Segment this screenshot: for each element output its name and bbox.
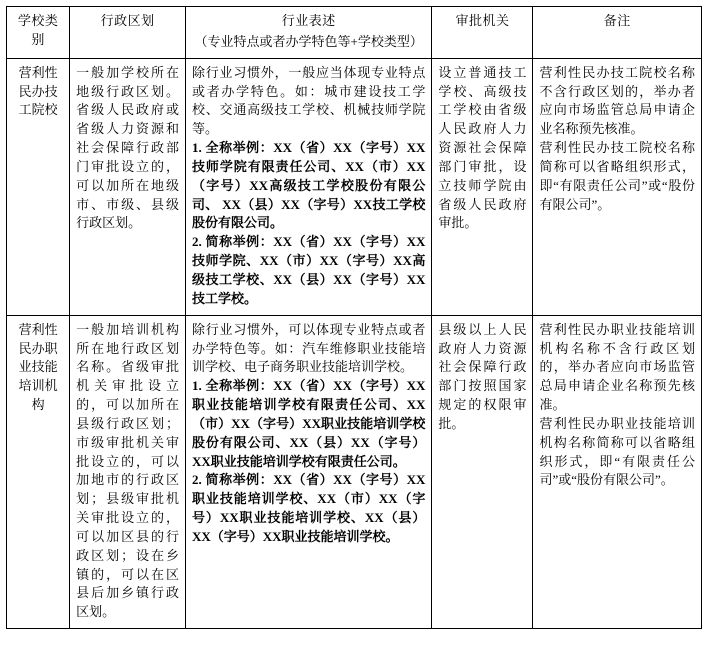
naming-rules-table <box>6 6 702 629</box>
cell-approval-paragraph: 县级以上人民政府人力资源社会保障行政部门按照国家规定的权限审批。 <box>438 321 527 431</box>
cell-remark-paragraph-2: 营利性民办职业技能培训机构名称简称可以省略组织形式，即“有限责任公司”或“股份有限公司”。 <box>539 415 695 488</box>
cell-remark-paragraph-1: 营利性民办技工院校名称不含行政区划的，举办者应向市场监管总局申请企业名称预先核准。 <box>539 64 695 137</box>
cell-region-paragraph: 一般加培训机构所在地行政区划名称。省级审批机关审批设立的，可以加所在县级行政区划；市级审批机关审批设立的，可以加地市的行政区划；县级审批机关审批设立的，可以加区县的行政区划；设在乡镇的，可以在区县后加乡镇行政区划。 <box>76 321 179 620</box>
cell-approval-paragraph: 设立普通技工学校、高级技工学校由省级人民政府人力资源社会保障部门审批，设立技师学院由省级人民政府审批。 <box>438 64 527 231</box>
column-header-region <box>70 7 186 59</box>
cell-remark <box>533 58 702 315</box>
cell-region <box>70 58 186 315</box>
cell-category: 营利性民办职业技能培训机构 <box>7 315 70 629</box>
cell-industry-shortname-example: 2. 简称举例：XX（省）XX（字号）XX技师学院、XX（市）XX（字号）XX高级技工学校、XX（县）XX（字号）XX技工学校。 <box>192 234 426 306</box>
column-header-industry <box>186 7 432 59</box>
column-header-industry-sublabel: （专业特点或者办学特色等+学校类型） <box>194 33 423 49</box>
table-header-row <box>7 7 702 59</box>
column-header-region-label: 行政区划 <box>100 13 155 28</box>
cell-approval <box>432 58 533 315</box>
cell-industry-fullname-example: 1. 全称举例：XX（省）XX（字号）XX技师学院有限责任公司、XX（市）XX（字号）XX高级技工学校股份有限公司、 XX（县）XX（字号）XX技工学校股份有限公司。 <box>192 140 426 231</box>
cell-industry-fullname-example: 1. 全称举例：XX（省）XX（字号）XX职业技能培训学校有限责任公司、XX（市）XX（字号）XX职业技能培训学校股份有限公司、XX（县）XX（字号）XX职业技能培训学校有限责任公司。 <box>192 378 426 469</box>
cell-remark <box>533 315 702 629</box>
cell-industry-shortname-example: 2. 简称举例：XX（省）XX（字号）XX职业技能培训学校、XX（市）XX（字号）XX职业技能培训学校、XX（县）XX（字号）XX职业技能培训学校。 <box>192 472 426 544</box>
table-body <box>7 58 702 628</box>
table-row <box>7 315 702 629</box>
cell-region <box>70 315 186 629</box>
cell-industry-paragraph: 除行业习惯外，可以体现专业特点或者办学特色等。如：汽车维修职业技能培训学校、电子商务职业技能培训学校。 <box>192 321 426 375</box>
table-row <box>7 58 702 315</box>
cell-industry <box>186 315 432 629</box>
column-header-remark-label: 备注 <box>603 13 631 28</box>
cell-industry <box>186 58 432 315</box>
column-header-approval <box>432 7 533 59</box>
cell-region-paragraph: 一般加学校所在地级行政区划。省级人民政府或省级人力资源和社会保障行政部门审批设立的，可以加所在地级市、市级、县级行政区划。 <box>76 64 179 231</box>
column-header-industry-label: 行业表述 <box>281 13 336 28</box>
column-header-remark <box>533 7 702 59</box>
cell-category: 营利性民办技工院校 <box>7 58 70 315</box>
cell-approval <box>432 315 533 629</box>
cell-industry-paragraph: 除行业习惯外，一般应当体现专业特点或者办学特色。如：城市建设技工学校、交通高级技工学校、机械技师学院等。 <box>192 64 426 137</box>
column-header-category-label: 学校类别 <box>17 13 59 47</box>
cell-remark-paragraph-1: 营利性民办职业技能培训机构名称不含行政区划的，举办者应向市场监管总局申请企业名称预先核准。 <box>539 321 695 413</box>
table-header <box>7 7 702 59</box>
column-header-approval-label: 审批机关 <box>455 13 510 28</box>
cell-remark-paragraph-2: 营利性民办技工院校名称简称可以省略组织形式，即“有限责任公司”或“股份有限公司”。 <box>539 140 695 212</box>
column-header-category <box>7 7 70 59</box>
